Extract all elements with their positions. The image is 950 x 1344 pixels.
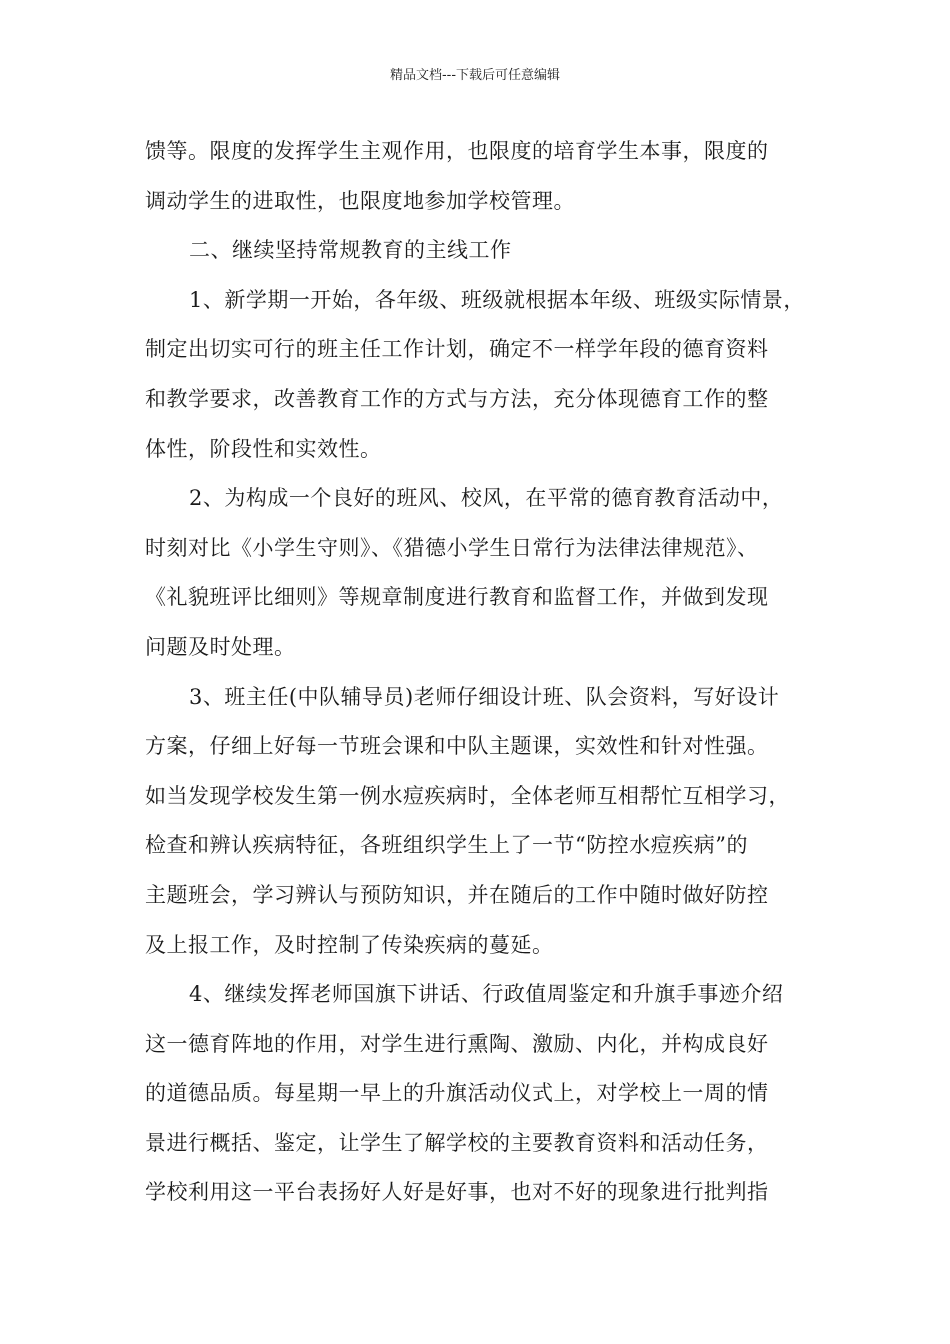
- body-line: 这一德育阵地的作用，对学生进行熏陶、激励、内化，并构成良好: [145, 1031, 769, 1056]
- body-line: 3、班主任(中队辅导员)老师仔细设计班、队会资料，写好设计: [189, 684, 780, 709]
- body-line: 时刻对比《小学生守则》、《猎德小学生日常行为法律法律规范》、: [145, 535, 759, 560]
- body-line: 主题班会，学习辨认与预防知识，并在随后的工作中随时做好防控: [145, 882, 769, 907]
- body-line: 馈等。限度的发挥学生主观作用，也限度的培育学生本事，限度的: [145, 139, 769, 163]
- section-heading: 二、继续坚持常规教育的主线工作: [189, 238, 512, 263]
- body-line: 检查和辨认疾病特征，各班组织学生上了一节“防控水痘疾病”的: [145, 833, 748, 858]
- page-header: 精品文档---下载后可任意编辑: [389, 68, 561, 83]
- document-body: [145, 127, 810, 1218]
- body-line: 学校利用这一平台表扬好人好是好事，也对不好的现象进行批判指: [145, 1180, 769, 1205]
- body-line: 4、继续发挥老师国旗下讲话、行政值周鉴定和升旗手事迹介绍: [189, 982, 784, 1007]
- body-line: 及上报工作，及时控制了传染疾病的蔓延。: [145, 932, 554, 957]
- body-line: 方案，仔细上好每一节班会课和中队主题课，实效性和针对性强。: [145, 734, 769, 759]
- body-line: 如当发现学校发生第一例水痘疾病时，全体老师互相帮忙互相学习，: [145, 783, 790, 808]
- body-line: 制定出切实可行的班主任工作计划，确定不一样学年段的德育资料: [145, 337, 769, 362]
- body-line: 问题及时处理。: [145, 634, 296, 659]
- body-line: 调动学生的进取性，也限度地参加学校管理。: [145, 188, 575, 213]
- body-line: 和教学要求，改善教育工作的方式与方法，充分体现德育工作的整: [145, 386, 769, 411]
- body-line: 2、为构成一个良好的班风、校风，在平常的德育教育活动中，: [189, 486, 784, 511]
- body-line: 景进行概括、鉴定，让学生了解学校的主要教育资料和活动任务，: [145, 1130, 769, 1155]
- body-line: 《礼貌班评比细则》等规章制度进行教育和监督工作，并做到发现: [145, 585, 769, 610]
- body-line: 1、新学期一开始，各年级、班级就根据本年级、班级实际情景，: [189, 287, 805, 312]
- body-line: 的道德品质。每星期一早上的升旗活动仪式上，对学校上一周的情: [145, 1081, 769, 1106]
- body-line: 体性，阶段性和实效性。: [145, 436, 382, 461]
